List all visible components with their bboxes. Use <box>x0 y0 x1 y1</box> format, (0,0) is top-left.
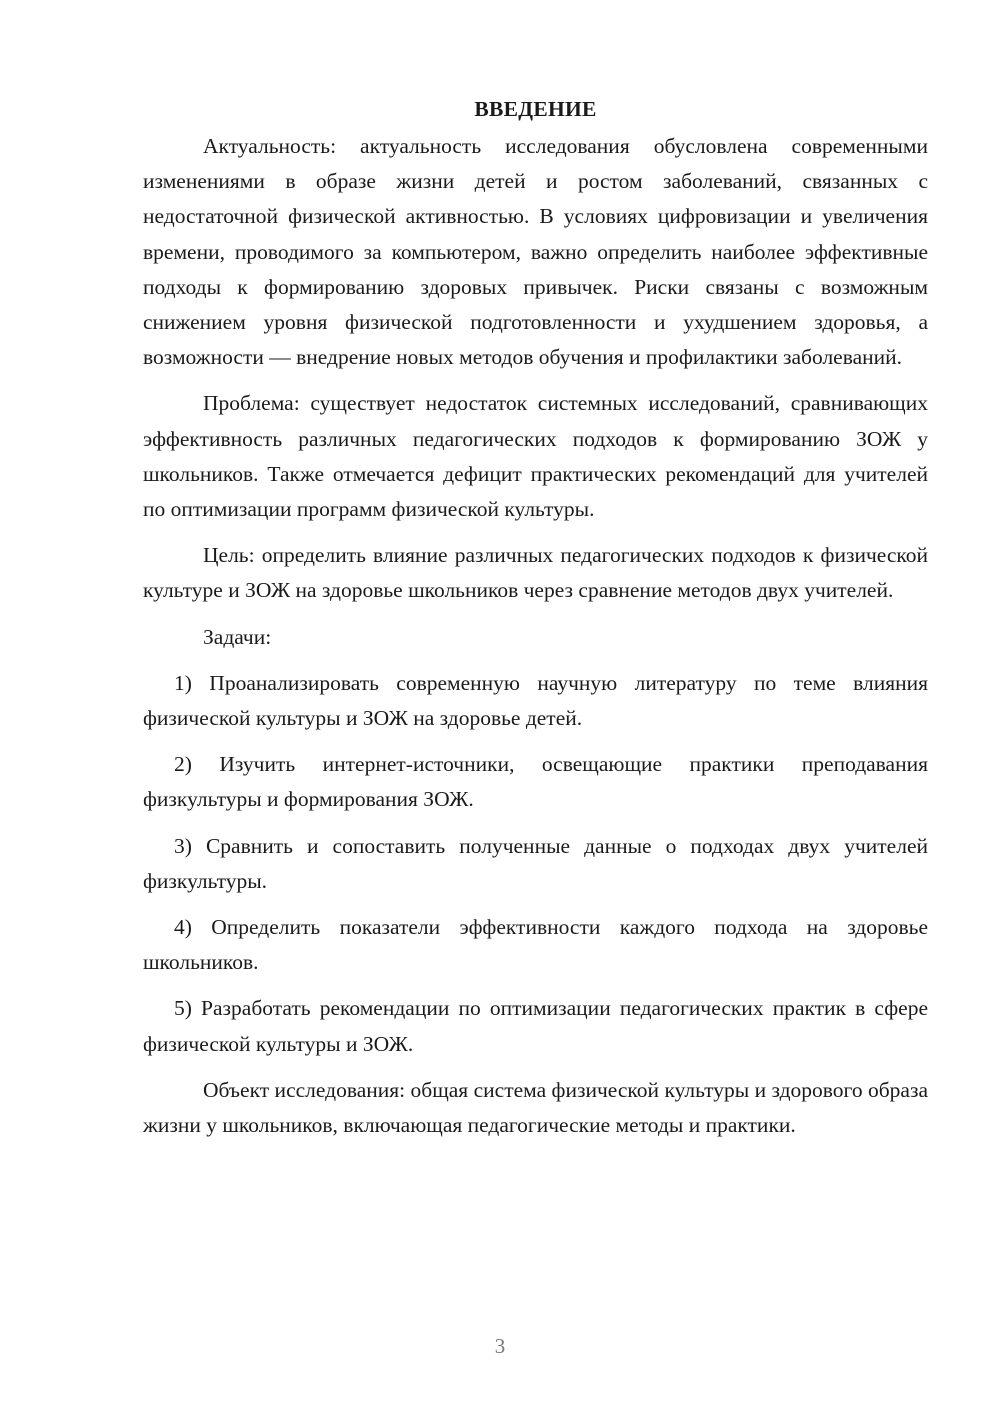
goal-paragraph: Цель: определить влияние различных педагогических подходов к физической культуре и ЗОЖ на здоровье школьников через сравнение методов двух учителей. <box>143 543 928 603</box>
task-item: 2) Изучить интернет-источники, освещающие практики преподавания физкультуры и формирования ЗОЖ. <box>143 752 928 812</box>
task-item: 1) Проанализировать современную научную литературу по теме влияния физической культуры и ЗОЖ на здоровье детей. <box>143 670 928 731</box>
page-number: 3 <box>494 1334 506 1358</box>
document-title: ВВЕДЕНИЕ <box>474 97 597 121</box>
task-item: 5) Разработать рекомендации по оптимизации педагогических практик в сфере физической культуры и ЗОЖ. <box>143 996 928 1056</box>
problem-paragraph: Проблема: существует недостаток системных исследований, сравнивающих эффективность различных педагогических подходов к формированию ЗОЖ у школьников. Также отмечается дефицит практических рекомендаций для учителей по оптимизации программ физической культуры. <box>143 391 928 522</box>
task-item: 3) Сравнить и сопоставить полученные данные о подходах двух учителей физкультуры. <box>143 833 928 893</box>
tasks-heading: Задачи: <box>203 624 272 649</box>
document-page <box>143 92 928 1154</box>
task-item: 4) Определить показатели эффективности каждого подхода на здоровье школьников. <box>143 915 928 975</box>
relevance-paragraph: Актуальность: актуальность исследования обусловлена современными изменениями в образе жизни детей и ростом заболеваний, связанных с недостаточной физической активностью. В условиях цифровизации и увеличения времени, проводимого за компьютером, важно определить наиболее эффективные подходы к формированию здоровых привычек. Риски связаны с возможным снижением уровня физической подготовленности и ухудшением здоровья, а возможности — внедрение новых методов обучения и профилактики заболеваний. <box>143 134 928 370</box>
object-paragraph: Объект исследования: общая система физической культуры и здорового образа жизни у школьников, включающая педагогические методы и практики. <box>143 1077 928 1138</box>
